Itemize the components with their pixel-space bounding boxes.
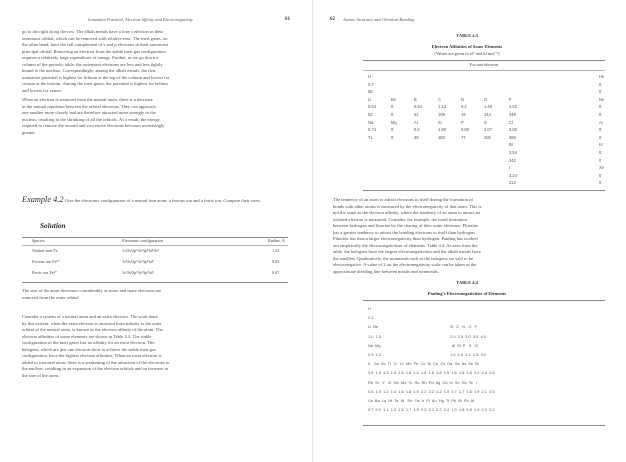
affinity-cell: 0	[599, 134, 602, 140]
paragraph-ionization	[22, 29, 290, 94]
affinity-cell: 71	[368, 134, 373, 140]
affinity-cell: 0.74	[368, 127, 376, 133]
affinity-cell: 3.54	[509, 150, 517, 155]
text-line: ionization potential is highest for lithium at the top of the column and lowest for	[22, 74, 170, 80]
affinity-cell: He	[599, 74, 605, 79]
affinity-cell: 3.82	[509, 127, 517, 133]
affinity-cell: C	[438, 96, 441, 102]
affinity-cell: I	[509, 165, 511, 171]
table-row	[22, 245, 288, 256]
table43-title: Electron Affinities of Some Elements	[431, 44, 503, 49]
text-line: Consider a system of a neutral atom and an extra electron. The work done	[22, 314, 158, 319]
table-row	[22, 267, 288, 278]
table-cell: Neutral iron Fe	[32, 247, 58, 253]
iron-config-table	[22, 236, 288, 278]
solution-heading: Solution	[40, 221, 66, 230]
electronegativity-row: Li Be B C N O F	[368, 324, 477, 330]
electronegativity-row: 0.9 1.2 1.5 1.8 2.1 2.5 3.0	[368, 352, 486, 357]
table44-title: Pauling's Electronegativities of Elements	[427, 291, 507, 296]
affinity-cell: 77	[461, 134, 466, 140]
affinity-cell: 313	[509, 180, 516, 186]
electronegativity-row: Na Mg Al Si P S Cl	[368, 342, 479, 348]
text-line: electron affinities of some elements are shown in Table 4.3. The stable	[22, 333, 152, 339]
affinity-cell: 0	[391, 127, 394, 133]
text-line: out empirically the electronegativities of elements, Table 4.4. As seen from the	[333, 242, 478, 248]
running-header: Ionization Potential, Electron Affinity and Electronegativity	[88, 17, 193, 22]
electronegativity-row: K Ca Sc Ti V Cr Mn Fe Co Ni Cu Zn Ga Ge As Se Br	[368, 361, 480, 367]
affinity-cell: B	[414, 96, 417, 102]
text-line: the smallest. Qualitatively, the nonmetals such as the halogens are said to be	[333, 255, 474, 261]
electronegativity-row: Rb Sr Y Zr Nb Mo Tc Ru Rh Pd Ag Cd In Sn Sb Te I	[368, 379, 478, 385]
table-cell: 1.24	[272, 247, 280, 253]
table44-bottom-rule	[363, 425, 605, 426]
electronegativity-row: H	[368, 306, 371, 311]
table43-col-header: For one electron	[469, 62, 499, 67]
affinity-cell: H	[368, 74, 371, 79]
example-4-2	[22, 197, 290, 205]
electronegativity-row: 0.8 1.0 1.2 1.4 1.6 1.8 1.9 2.2 2.2 2.2 1.9 1.7 1.7 1.8 1.9 2.1 2.5	[368, 388, 495, 394]
text-line: electronegative. A value of 2 on the electronegativity scale can be taken as the	[333, 262, 477, 268]
affinity-cell: 0	[599, 112, 602, 117]
table43-label: TABLE 4.3	[456, 33, 478, 38]
affinity-cell: 1.13	[438, 104, 446, 110]
affinity-cell: 52	[368, 112, 373, 117]
col-radius: Radius, Å	[268, 238, 285, 243]
table43-subtitle: (Values are given in eV and kJ mol⁻¹)	[434, 51, 500, 56]
text-line: between hydrogen and fluorine by the sharing of their outer electrons. Fluorine	[333, 223, 479, 229]
affinity-cell: 0	[599, 104, 602, 110]
paragraph-electron-removal	[22, 97, 290, 136]
text-line: has a greater tendency to attract the bonding electrons to itself than hydrogen.	[333, 229, 476, 235]
electronegativity-row: Cs Ba La Hf Ta W Re Os Ir Pt Au Hg Tl Pb Bi Po At	[368, 398, 475, 403]
affinity-cell: Be	[391, 96, 397, 102]
affinity-cell: Na	[368, 119, 374, 125]
example-text: Give the electronic configuration of a neutral iron atom, a ferrous ion and a ferric ion. Compare their sizes.	[64, 198, 261, 203]
affinity-cell: 0.54	[368, 104, 376, 110]
text-line: column of the periodic table, the outermost electrons are less and less tightly	[22, 61, 163, 67]
text-line: required to remove the second and successive electrons becomes increasingly	[22, 123, 165, 129]
table-cell: Ferrous ion Fe²⁺	[32, 258, 60, 264]
affinity-cell: 0	[599, 157, 602, 163]
affinity-cell: Ar	[599, 119, 604, 125]
affinity-cell: Al	[414, 119, 418, 125]
affinity-cell: Kr	[599, 142, 604, 148]
affinity-cell: 39	[414, 134, 419, 140]
affinity-cell: 1.90	[438, 127, 446, 133]
affinity-cell: 0	[391, 134, 394, 140]
affinity-cell: F	[509, 96, 512, 102]
table-cell: 0.83	[272, 258, 280, 264]
text-line: cesium at the bottom. Among the inert gases, the potential is highest for helium	[22, 81, 168, 87]
text-line: halogens, which are just one electron short to achieve the stable inert gas	[22, 346, 156, 352]
electronegativity-row: 2.1	[368, 315, 374, 321]
text-line: in the mutual repulsion between the orbital electrons. They can approach	[22, 103, 156, 109]
paragraph-size-decrease	[22, 288, 290, 301]
text-line: table, the halogens have the largest electronegativities and the alkali metals have	[333, 249, 481, 255]
text-line: the nucleus, resulting in an expansion of the electron orbitals and an increase in	[22, 366, 168, 372]
pauling-electronegativity-grid	[313, 0, 626, 462]
affinity-cell: 0	[599, 172, 602, 178]
affinity-cell: 183	[438, 134, 445, 140]
table-header-rule	[22, 245, 288, 246]
affinity-cell: 369	[509, 134, 516, 140]
table44-label: TABLE 4.4	[456, 280, 478, 285]
affinity-cell: 0	[599, 81, 602, 87]
text-line: requires a relatively large expenditure of energy. Further, as we go down a	[22, 55, 159, 61]
text-line: principal orbital. Removing an electron from the stable inert gas configuration	[22, 48, 166, 54]
running-header: Atomic Structure and Chemical Bonding	[343, 17, 415, 22]
text-line: greater.	[22, 129, 36, 135]
affinity-cell: 2.07	[484, 127, 492, 133]
right-page	[313, 0, 626, 462]
affinity-cell: Cl	[509, 119, 513, 125]
text-line: configuration of the inert gases has no affinity for an extra electron. The	[22, 340, 155, 346]
affinity-cell: 143	[484, 112, 491, 117]
affinity-cell: O	[484, 96, 488, 102]
affinity-cell: 0.54	[414, 104, 422, 110]
affinity-cell: 0	[599, 180, 602, 186]
affinity-cell: 0	[599, 127, 602, 133]
table-cell: Ferric ion Fe³⁺	[32, 269, 58, 275]
affinity-cell: Br	[509, 142, 514, 148]
table-cell: 1s²2s²2p⁶3s²3p⁶3d⁶	[122, 258, 154, 264]
text-line: orbital of the neutral atom, is known as the electron affinity of the atom. The	[22, 327, 163, 333]
affinity-cell: Ne	[599, 96, 605, 102]
text-line: The tendency of an atom to attract electrons to itself during the formation of	[333, 197, 473, 202]
text-line: nucleus, resulting in the shrinking of all the orbitals. As a result, the energy	[22, 116, 160, 122]
affinity-cell: 19	[461, 112, 466, 117]
table-row	[22, 256, 288, 267]
text-line: go to the right along the row. The alkali metals have a lone s electron in their	[22, 29, 164, 34]
affinity-cell: 349	[509, 112, 516, 117]
paragraph-electron-affinity	[22, 314, 290, 379]
affinity-cell: N	[461, 96, 464, 102]
affinity-cell: Mg	[391, 119, 397, 125]
page-number: 61	[285, 16, 290, 22]
text-line: configuration, have the highest electron affinities. When an extra electron is	[22, 353, 162, 359]
affinity-cell: 52	[414, 112, 419, 117]
electronegativity-row: 0.7 0.9 1.1 1.3 1.5 1.7 1.9 2.2 2.2 2.2 2.4 1.9 1.8 1.8 1.9 2.0 2.2	[368, 407, 495, 413]
table-cell: 1s²2s²2p⁶3s²3p⁶3d⁶4s²	[122, 247, 159, 253]
text-line: isolated electron is measured. Consider, for example, the bond formation	[333, 216, 467, 222]
col-configuration: Electronic configuration	[122, 238, 163, 243]
table-bottom-rule	[22, 282, 288, 283]
example-label: Example 4.2	[22, 195, 64, 204]
page-number: 62	[330, 16, 335, 22]
col-species: Species	[32, 238, 45, 243]
text-line: outermost orbital, which can be removed with relative ease. The inert gases, on	[22, 35, 168, 41]
text-line: bonds with other atoms is measured by the electronegativity of that atom. This is	[333, 203, 482, 209]
affinity-cell: Xe	[599, 165, 605, 171]
text-line: When an electron is removed from the neutral atom, there is a decrease	[22, 97, 153, 102]
text-line: and lowest for xenon.	[22, 87, 62, 93]
text-line: The size of the atom decreases considerably as more and more electrons are	[22, 288, 162, 293]
affinity-cell: 0.4	[414, 127, 420, 133]
text-line: approximate dividing line between metals and nonmetals.	[333, 269, 440, 275]
affinity-cell: 3.62	[509, 104, 517, 110]
text-line: added to a neutral atom, there is a weakening of the attraction of the electrons to	[22, 359, 170, 365]
affinity-cell: 342	[509, 157, 516, 163]
text-line: by this system, when the extra electron is attracted from infinity to the outer	[22, 320, 162, 326]
affinity-cell: 0.2	[461, 104, 467, 110]
affinity-cell: 0	[599, 89, 602, 95]
affinity-cell: 0	[391, 104, 394, 110]
affinity-cell: 0	[391, 112, 394, 117]
text-line: the size of the atom.	[22, 372, 60, 378]
electronegativity-row: 1.0 1.5 2.0 2.5 3.0 3.5 4.0	[368, 333, 486, 339]
text-line: Fluorine has thus a larger electronegativity than hydrogen. Pauling has worked	[333, 236, 478, 242]
affinity-cell: 0	[599, 150, 602, 155]
affinity-cell: 1.48	[484, 104, 492, 110]
text-line: one another more closely and are therefore attracted more strongly to the	[22, 110, 156, 116]
affinity-cell: 3.24	[509, 172, 517, 178]
affinity-cell: P	[461, 119, 464, 125]
affinity-cell: Li	[368, 96, 372, 102]
affinity-cell: 0.7	[368, 81, 374, 87]
text-line: bound to the nucleus. Correspondingly, among the alkali metals, the first	[22, 68, 156, 74]
affinity-cell: 68	[368, 89, 373, 95]
table-cell: 0.67	[272, 269, 280, 275]
table-cell: 1s²2s²2p⁶3s²3p⁶3d⁵	[122, 269, 154, 275]
affinity-cell: Si	[438, 119, 442, 125]
text-line: the other hand, have the full complement of s and p electrons in their outermost	[22, 42, 169, 48]
affinity-cell: 0.80	[461, 127, 469, 133]
affinity-cell: 200	[484, 134, 491, 140]
text-line: not the same as the electron affinity, where the tendency of an atom to attract an	[333, 210, 480, 216]
affinity-cell: 109	[438, 112, 445, 117]
text-line: removed from the outer orbital.	[22, 294, 80, 300]
affinity-cell: S	[484, 119, 487, 125]
electronegativity-row: 0.8 1.0 1.3 1.5 1.6 1.6 1.5 1.8 1.8 1.8 1.9 1.6 1.6 1.8 2.0 2.4 2.8	[368, 370, 495, 376]
